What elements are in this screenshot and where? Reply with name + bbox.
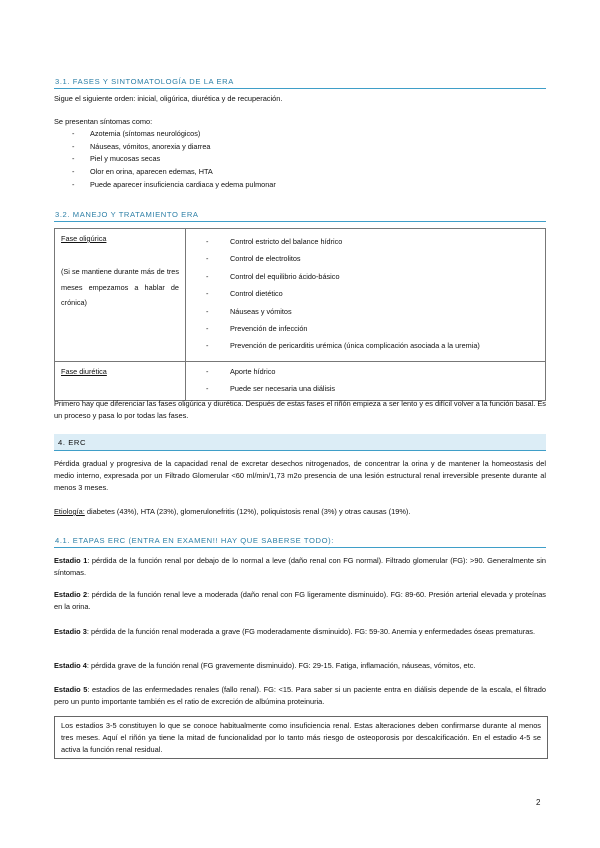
table-cell-items (186, 362, 546, 401)
section-title: 3.2. MANEJO Y TRATAMIENTO ERA (55, 210, 199, 219)
list-item: - Control dietético (206, 285, 541, 302)
phases-summary-text: Primero hay que diferenciar las fases oligúrica y diurética. Después de estas fases el riñón empieza a ser lento y es difícil volver a la función basal. Es un proceso y pasa lo por todas las fases. (54, 399, 546, 420)
section-heading-3-1 (54, 74, 546, 89)
stage-text: : pérdida de la función renal moderada a grave (FG moderadamente disminuido). FG: 59-30. Anemia y enfermedades óseas prematuras. (86, 627, 536, 636)
section-title: 4.1. ETAPAS ERC (ENTRA EN EXAMEN!! HAY QUE SABERSE TODO): (55, 536, 334, 545)
page-number: 2 (536, 798, 541, 807)
stage-1 (54, 555, 546, 579)
list-item: - Control estricto del balance hídrico (206, 233, 541, 250)
table-row (55, 362, 546, 401)
erc-definition: Pérdida gradual y progresiva de la capacidad renal de excretar desechos nitrogenados, de concentrar la orina y de mantener la homeostasis del medio interno, expresada por un Filtrado Glomerular <60 ml/min/1,73 m2o presencia de una lesión estructural renal irreversible presente durante al menos 3 meses. (54, 459, 546, 492)
symptoms-list (72, 128, 276, 192)
table-cell-phase (55, 229, 186, 362)
note-box: Los estadios 3-5 constituyen lo que se conoce habitualmente como insuficiencia renal. Estas alteraciones deben confirmarse durante al menos tres meses. Aquí el riñón ya tiene la mitad de funcionalidad por lo tanto más riesgo de osteoporosis por descalcificación. En el estadio 4-5 se activa la función renal residual. (54, 716, 548, 759)
list-item: - Puede ser necesaria una diálisis (206, 380, 541, 397)
phase-label: Fase diurética (61, 367, 107, 376)
stage-label: Estadio 4 (54, 661, 87, 670)
list-item: - Aporte hídrico (206, 363, 541, 380)
section-heading-4-1 (54, 533, 546, 548)
stage-label: Estadio 5 (54, 685, 88, 694)
stage-label: Estadio 1 (54, 556, 88, 565)
list-item: - Azotemia (síntomas neurológicos) (72, 128, 276, 141)
etiology-line (54, 506, 546, 518)
section-heading-4 (54, 434, 546, 451)
stage-5 (54, 684, 546, 708)
phase-label: Fase oligúrica (61, 234, 107, 243)
stage-text: : pérdida grave de la función renal (FG gravemente disminuido). FG: 29-15. Fatiga, inflamación, náuseas, vómitos, etc. (86, 661, 476, 670)
diuretic-items (190, 363, 541, 398)
section-title: 3.1. FASES Y SINTOMATOLOGÍA DE LA ERA (55, 77, 234, 86)
list-item: - Náuseas y vómitos (206, 303, 541, 320)
list-item: - Control de electrolitos (206, 250, 541, 267)
section-title: 4. ERC (58, 438, 87, 447)
stage-3 (54, 626, 546, 638)
stage-text: : pérdida de la función renal por debajo de lo normal a leve (daño renal con FG normal). Filtrado glomerular (FG): >90. Generalmente sin síntomas. (54, 556, 546, 577)
list-item: - Náuseas, vómitos, anorexia y diarrea (72, 141, 276, 154)
list-item: - Piel y mucosas secas (72, 153, 276, 166)
stage-text: : pérdida de la función renal leve a moderada (daño renal con FG ligeramente disminuido). FG: 89-60. Presión arterial elevada y proteínas en la orina. (54, 590, 547, 611)
phase-note: (Si se mantiene durante más de tres meses empezamos a hablar de crónica) (61, 267, 179, 307)
table-row (55, 229, 546, 362)
phases-order-text: Sigue el siguiente orden: inicial, oligúrica, diurética y de recuperación. (54, 94, 283, 103)
stage-text: : estadios de las enfermedades renales (fallo renal). FG: <15. Para saber si un paciente entra en diálisis depende de la escala, el filtrado pero un punto importante también es el ratio de excreción de albúmina proteinuria. (54, 685, 546, 706)
section-heading-3-2 (54, 207, 546, 222)
oliguric-items (190, 230, 541, 355)
list-item: - Prevención de pericarditis urémica (única complicación asociada a la uremia) (206, 337, 541, 354)
list-item: - Control del equilibrio ácido-básico (206, 268, 541, 285)
table-cell-items (186, 229, 546, 362)
stage-4 (54, 660, 546, 672)
symptoms-intro: Se presentan síntomas como: (54, 117, 153, 126)
stage-label: Estadio 2 (54, 590, 88, 599)
list-item: - Olor en orina, aparecen edemas, HTA (72, 166, 276, 179)
etiology-text: diabetes (43%), HTA (23%), glomerulonefritis (12%), poliquistosis renal (3%) y otras causas (19%). (84, 507, 411, 516)
management-table (54, 228, 546, 401)
stage-label: Estadio 3 (54, 627, 87, 636)
list-item: - Puede aparecer insuficiencia cardiaca y edema pulmonar (72, 179, 276, 192)
stage-2 (54, 589, 546, 613)
list-item: - Prevención de infección (206, 320, 541, 337)
table-cell-phase (55, 362, 186, 401)
etiology-label: Etiología: (54, 507, 85, 516)
